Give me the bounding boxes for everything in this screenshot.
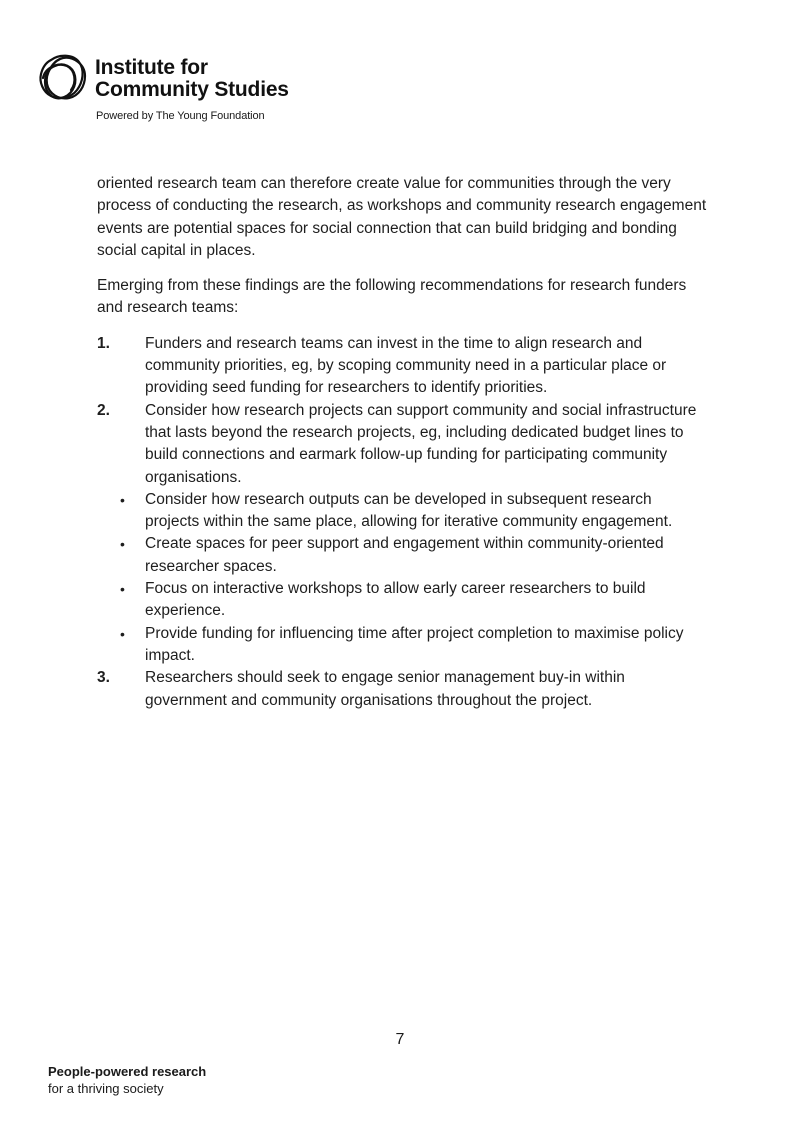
bullet-icon: • <box>120 625 125 642</box>
footer-line1: People-powered research <box>48 1064 207 1079</box>
recommendation-item <box>97 400 707 489</box>
list-number: 2. <box>97 401 110 419</box>
body-paragraph: Emerging from these findings are the following recommendations for research funders and research teams: <box>97 277 687 317</box>
recommendation-text: Funders and research teams can invest in the time to align research and community priorities, eg, by scoping community need in a particular place or providing seed funding for researchers to identify priorities. <box>145 334 667 397</box>
recommendation-text: Researchers should seek to engage senior management buy-in within government and community organisations throughout the project. <box>145 669 625 709</box>
sub-bullet-text: Consider how research outputs can be developed in subsequent research projects within the same place, allowing for iterative community engagement. <box>145 490 673 531</box>
bullet-icon: • <box>120 491 125 508</box>
sub-bullet-text: Provide funding for influencing time after project completion to maximise policy impact. <box>145 624 684 664</box>
recommendation-item <box>97 333 707 400</box>
recommendations-list <box>97 333 707 712</box>
recommendation-text: Consider how research projects can support community and social infrastructure that lasts beyond the research projects, eg, including dedicated budget lines to build connections and earmark follow-up funding for participating community organisations. <box>145 401 697 486</box>
sub-bullet-item <box>97 489 707 534</box>
bullet-icon: • <box>120 581 125 598</box>
organization-logo <box>35 52 289 104</box>
bullet-icon: • <box>120 536 125 553</box>
footer-line2: for a thriving society <box>48 1081 164 1096</box>
sub-bullet-item <box>97 623 707 668</box>
sub-bullet-text: Focus on interactive workshops to allow early career researchers to build experience. <box>145 580 646 620</box>
recommendation-item <box>97 667 707 712</box>
list-number: 1. <box>97 334 110 352</box>
interlocking-loops-icon <box>35 52 89 104</box>
sub-bullet-text: Create spaces for peer support and engagement within community-oriented researcher spaces. <box>145 535 664 575</box>
sub-bullet-item <box>97 578 707 623</box>
list-number: 3. <box>97 669 110 687</box>
body-paragraph: oriented research team can therefore create value for communities through the very process of conducting the research, as workshops and community research engagement events are potential spaces for social connection that can build bridging and bonding social capital in places. <box>97 175 707 259</box>
org-name-line2: Community Studies <box>95 78 289 101</box>
footer-slogan <box>48 1063 206 1097</box>
logo-tagline: Powered by The Young Foundation <box>96 110 265 122</box>
page-number: 7 <box>395 1031 405 1048</box>
org-name-line1: Institute for <box>95 56 208 79</box>
document-body <box>97 173 707 712</box>
sub-bullet-item <box>97 533 707 578</box>
